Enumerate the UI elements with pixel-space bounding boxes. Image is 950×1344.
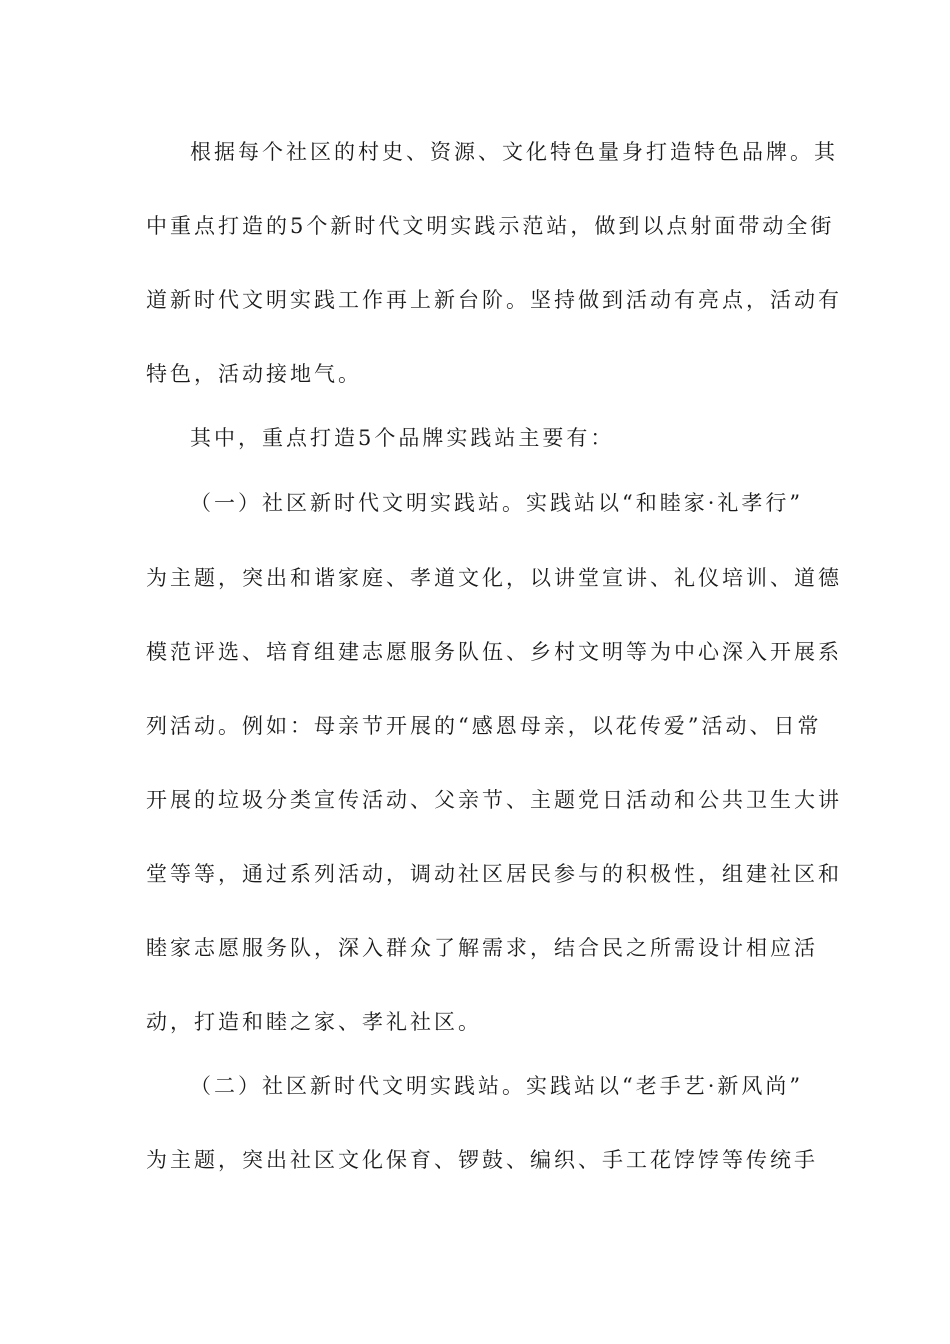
paragraph-line: 堂等等，通过系列活动，调动社区居民参与的积极性，组建社区和 — [146, 862, 842, 886]
paragraph-line: 其中，重点打造5个品牌实践站主要有： — [190, 426, 615, 450]
paragraph-line: 模范评选、培育组建志愿服务队伍、乡村文明等为中心深入开展系 — [146, 640, 842, 664]
paragraph-line: 中重点打造的5个新时代文明实践示范站，做到以点射面带动全街 — [146, 214, 835, 238]
paragraph-line: 根据每个社区的村史、资源、文化特色量身打造特色品牌。其 — [190, 140, 838, 164]
paragraph-line: 道新时代文明实践工作再上新台阶。坚持做到活动有亮点，活动有 — [146, 288, 842, 312]
paragraph-line: 睦家志愿服务队，深入群众了解需求，结合民之所需设计相应活 — [146, 936, 818, 960]
paragraph-line: 为主题，突出社区文化保育、锣鼓、编织、手工花饽饽等传统手 — [146, 1148, 818, 1172]
paragraph-line: 列活动。例如：母亲节开展的“感恩母亲，以花传爱”活动、日常 — [146, 714, 822, 738]
paragraph-line: 为主题，突出和谐家庭、孝道文化，以讲堂宣讲、礼仪培训、道德 — [146, 566, 842, 590]
paragraph-line: 开展的垃圾分类宣传活动、父亲节、主题党日活动和公共卫生大讲 — [146, 788, 842, 812]
paragraph-line: （二）社区新时代文明实践站。实践站以“老手艺·新风尚” — [190, 1074, 804, 1098]
paragraph-line: （一）社区新时代文明实践站。实践站以“和睦家·礼孝行” — [190, 491, 804, 515]
paragraph-line: 动，打造和睦之家、孝礼社区。 — [146, 1010, 482, 1034]
paragraph-line: 特色，活动接地气。 — [146, 362, 362, 386]
